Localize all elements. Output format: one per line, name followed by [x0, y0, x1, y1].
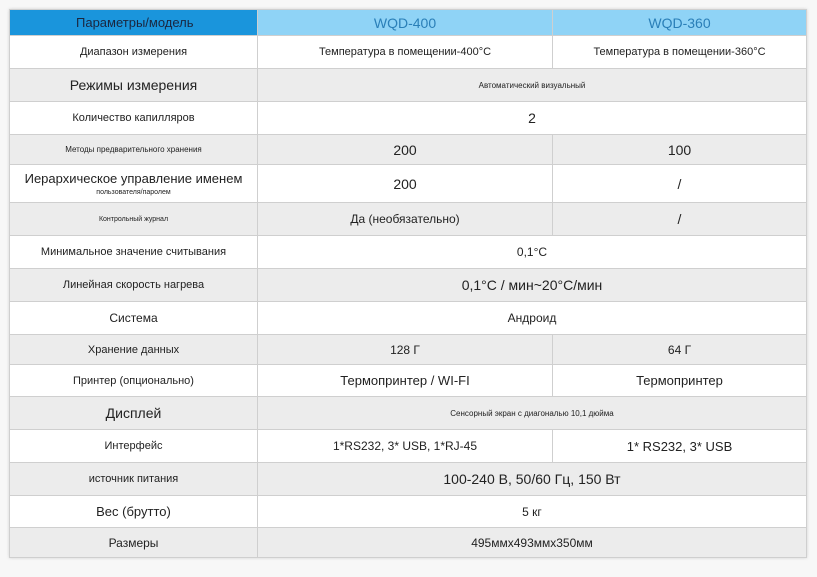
row-label: Диапазон измерения — [10, 36, 258, 69]
cell-merged: Сенсорный экран с диагональю 10,1 дюйма — [258, 397, 807, 430]
table-row — [10, 335, 807, 365]
cell-model-a: Да (необязательно) — [258, 203, 553, 236]
row-label: Количество капилляров — [10, 102, 258, 135]
table-row — [10, 69, 807, 102]
cell-model-a: 200 — [258, 135, 553, 165]
row-label: Минимальное значение считывания — [10, 236, 258, 269]
row-label: Принтер (опционально) — [10, 365, 258, 397]
cell-merged: Андроид — [258, 302, 807, 335]
table-row — [10, 135, 807, 165]
table-row — [10, 269, 807, 302]
table-row — [10, 36, 807, 69]
row-label: Вес (брутто) — [10, 496, 258, 528]
table-row — [10, 236, 807, 269]
table-row — [10, 302, 807, 335]
table-row — [10, 397, 807, 430]
cell-merged: 0,1°C / мин~20°C/мин — [258, 269, 807, 302]
cell-model-b: / — [553, 165, 807, 203]
spec-table-container — [9, 9, 806, 558]
row-label: источник питания — [10, 463, 258, 496]
table-row — [10, 463, 807, 496]
table-row — [10, 496, 807, 528]
cell-merged: Автоматический визуальный — [258, 69, 807, 102]
header-param: Параметры/модель — [10, 10, 258, 36]
row-label: Дисплей — [10, 397, 258, 430]
cell-merged: 100-240 В, 50/60 Гц, 150 Вт — [258, 463, 807, 496]
row-label: Система — [10, 302, 258, 335]
cell-merged: 0,1°C — [258, 236, 807, 269]
cell-model-a: Термопринтер / WI-FI — [258, 365, 553, 397]
cell-merged: 2 — [258, 102, 807, 135]
row-label: Методы предварительного хранения — [10, 135, 258, 165]
row-label: Контрольный журнал — [10, 203, 258, 236]
row-label: Размеры — [10, 528, 258, 558]
header-model-a: WQD-400 — [258, 10, 553, 36]
row-label: Линейная скорость нагрева — [10, 269, 258, 302]
table-row — [10, 365, 807, 397]
cell-model-b: 1* RS232, 3* USB — [553, 430, 807, 463]
row-label-group — [10, 165, 258, 203]
row-label: Интерфейс — [10, 430, 258, 463]
cell-model-a: Температура в помещении-400°C — [258, 36, 553, 69]
table-row — [10, 102, 807, 135]
cell-model-b: / — [553, 203, 807, 236]
cell-model-a: 1*RS232, 3* USB, 1*RJ-45 — [258, 430, 553, 463]
cell-merged: 495ммх493ммх350мм — [258, 528, 807, 558]
cell-model-a: 128 Г — [258, 335, 553, 365]
table-row — [10, 203, 807, 236]
row-label-sub: пользователя/паролем — [96, 189, 171, 196]
row-label: Режимы измерения — [10, 69, 258, 102]
header-row — [10, 10, 807, 36]
table-row — [10, 165, 807, 203]
cell-model-b: Термопринтер — [553, 365, 807, 397]
table-row — [10, 430, 807, 463]
cell-model-b: 64 Г — [553, 335, 807, 365]
cell-model-b: Температура в помещении-360°C — [553, 36, 807, 69]
cell-model-b: 100 — [553, 135, 807, 165]
header-model-b: WQD-360 — [553, 10, 807, 36]
row-label: Хранение данных — [10, 335, 258, 365]
cell-model-a: 200 — [258, 165, 553, 203]
table-row — [10, 528, 807, 558]
row-label: Иерархическое управление именем — [24, 171, 243, 186]
cell-merged: 5 кг — [258, 496, 807, 528]
spec-table — [9, 9, 807, 558]
